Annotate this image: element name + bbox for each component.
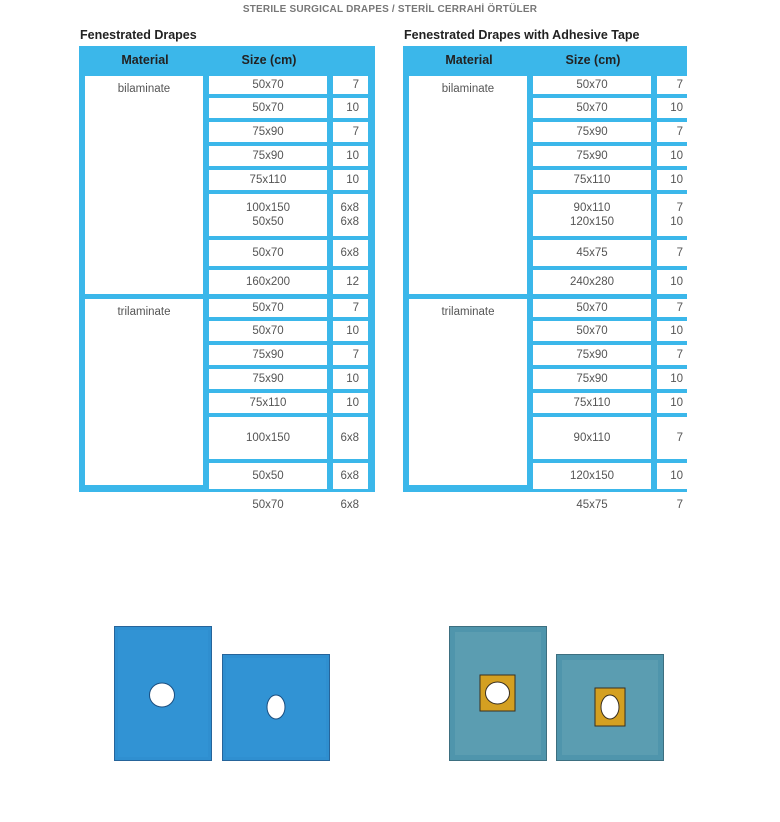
size-value: 160x200	[245, 276, 291, 288]
size-cell	[533, 321, 651, 341]
quantity-cell	[333, 393, 368, 413]
table-fenestrated-drapes-adhesive	[403, 46, 687, 511]
size-value: 75x90	[252, 126, 284, 138]
size-cell	[533, 345, 651, 365]
quantity-value: 6x8	[340, 470, 359, 482]
size-cell	[209, 417, 327, 459]
size-value: 75x110	[573, 397, 611, 409]
size-value: 50x70	[252, 102, 284, 114]
size-cell	[209, 76, 327, 94]
quantity-cell	[657, 270, 692, 294]
size-cell	[209, 345, 327, 365]
quantity-cell	[333, 146, 368, 166]
quantity-value: 7	[352, 126, 359, 138]
quantity-cell	[333, 98, 368, 118]
quantity-value: 7	[676, 79, 683, 91]
quantity-cell	[657, 493, 692, 517]
quantity-value: 6x8	[340, 247, 359, 259]
quantity-cell	[333, 299, 368, 317]
quantity-cell	[657, 170, 692, 190]
quantity-value: 10	[670, 470, 683, 482]
size-cell	[533, 98, 651, 118]
page-header: STERILE SURGICAL DRAPES / STERİL CERRAHİ ÖRTÜLER	[242, 4, 538, 15]
size-value: 120x150	[569, 216, 615, 228]
size-value: 240x280	[569, 276, 615, 288]
quantity-value: 7	[676, 126, 683, 138]
size-cell	[209, 299, 327, 317]
quantity-cell	[333, 194, 368, 236]
size-cell	[533, 369, 651, 389]
quantity-value: 10	[670, 150, 683, 162]
material-cell: trilaminate	[85, 299, 203, 485]
size-cell	[533, 194, 651, 236]
quantity-value: 10	[670, 216, 683, 228]
quantity-value: 7	[676, 247, 683, 259]
size-cell	[533, 122, 651, 142]
quantity-value: 10	[346, 150, 359, 162]
quantity-value: 6x8	[340, 499, 359, 511]
quantity-value: 7	[676, 432, 683, 444]
size-cell	[209, 122, 327, 142]
size-cell	[209, 493, 327, 517]
size-cell	[533, 270, 651, 294]
quantity-cell	[333, 240, 368, 266]
quantity-value: 10	[670, 373, 683, 385]
size-value: 75x90	[252, 373, 284, 385]
quantity-cell	[657, 122, 692, 142]
column-header-material: Material	[445, 53, 493, 67]
quantity-value: 10	[346, 174, 359, 186]
size-value: 120x150	[569, 470, 615, 482]
material-cell: trilaminate	[409, 299, 527, 485]
size-value: 75x90	[576, 349, 608, 361]
quantity-cell	[333, 463, 368, 489]
size-value: 90x110	[573, 202, 611, 214]
drape-small-oval-hole-image	[222, 654, 330, 761]
material-cell: bilaminate	[85, 76, 203, 294]
table-title-fenestrated: Fenestrated Drapes	[80, 28, 197, 42]
size-value: 75x90	[252, 150, 284, 162]
size-value: 100x150	[245, 202, 291, 214]
size-cell	[533, 146, 651, 166]
size-value: 75x90	[252, 349, 284, 361]
quantity-value: 7	[352, 302, 359, 314]
size-value: 50x70	[252, 247, 284, 259]
quantity-value: 10	[670, 276, 683, 288]
quantity-value: 6x8	[340, 216, 359, 228]
quantity-value: 6x8	[340, 202, 359, 214]
quantity-cell	[657, 98, 692, 118]
quantity-cell	[657, 299, 692, 317]
quantity-value: 10	[670, 102, 683, 114]
size-value: 75x110	[573, 174, 611, 186]
size-value: 75x90	[576, 373, 608, 385]
quantity-cell	[657, 321, 692, 341]
size-cell	[533, 170, 651, 190]
size-value: 50x50	[252, 216, 284, 228]
size-value: 50x70	[252, 302, 284, 314]
column-header-material: Material	[121, 53, 169, 67]
quantity-cell	[657, 146, 692, 166]
quantity-value: 7	[676, 349, 683, 361]
quantity-cell	[333, 493, 368, 517]
quantity-value: 7	[676, 302, 683, 314]
quantity-cell	[333, 270, 368, 294]
table-title-adhesive: Fenestrated Drapes with Adhesive Tape	[404, 28, 640, 42]
quantity-value: 6x8	[340, 432, 359, 444]
quantity-value: 12	[346, 276, 359, 288]
size-value: 75x110	[249, 397, 287, 409]
quantity-value: 10	[670, 325, 683, 337]
quantity-cell	[657, 417, 692, 459]
size-cell	[209, 146, 327, 166]
quantity-value: 10	[346, 397, 359, 409]
size-value: 75x110	[249, 174, 287, 186]
quantity-value: 10	[346, 373, 359, 385]
size-cell	[209, 270, 327, 294]
quantity-cell	[657, 369, 692, 389]
material-cell: bilaminate	[409, 76, 527, 294]
size-cell	[533, 76, 651, 94]
size-cell	[209, 393, 327, 413]
quantity-value: 7	[352, 349, 359, 361]
quantity-cell	[657, 345, 692, 365]
quantity-cell	[333, 345, 368, 365]
quantity-value: 7	[676, 202, 683, 214]
size-value: 75x90	[576, 126, 608, 138]
quantity-cell	[657, 194, 692, 236]
size-cell	[533, 393, 651, 413]
quantity-value: 7	[676, 499, 683, 511]
size-cell	[533, 240, 651, 266]
quantity-value: 10	[346, 102, 359, 114]
size-value: 100x150	[245, 432, 291, 444]
size-value: 50x70	[576, 325, 608, 337]
quantity-cell	[657, 393, 692, 413]
quantity-value: 10	[670, 397, 683, 409]
size-value: 50x50	[252, 470, 284, 482]
quantity-cell	[333, 417, 368, 459]
size-cell	[209, 240, 327, 266]
size-value: 90x110	[573, 432, 611, 444]
drape-adhesive-large-image	[449, 626, 547, 761]
size-cell	[533, 417, 651, 459]
quantity-cell	[657, 463, 692, 489]
size-cell	[209, 194, 327, 236]
size-cell	[533, 299, 651, 317]
drape-adhesive-small-image	[556, 654, 664, 761]
table-fenestrated-drapes	[79, 46, 375, 511]
quantity-cell	[333, 369, 368, 389]
size-value: 50x70	[252, 79, 284, 91]
quantity-cell	[657, 76, 692, 94]
quantity-cell	[333, 76, 368, 94]
size-cell	[209, 369, 327, 389]
size-value: 50x70	[576, 102, 608, 114]
quantity-cell	[333, 170, 368, 190]
size-cell	[209, 98, 327, 118]
size-value: 50x70	[576, 79, 608, 91]
size-value: 45x75	[576, 499, 608, 511]
size-value: 50x70	[576, 302, 608, 314]
size-cell	[533, 493, 651, 517]
size-value: 50x70	[252, 325, 284, 337]
drape-large-round-hole-image	[114, 626, 212, 761]
column-header-size: Size (cm)	[241, 53, 297, 67]
quantity-value: 7	[352, 79, 359, 91]
quantity-value: 10	[670, 174, 683, 186]
quantity-cell	[333, 122, 368, 142]
size-cell	[533, 463, 651, 489]
quantity-value: 10	[346, 325, 359, 337]
size-cell	[209, 321, 327, 341]
column-header-size: Size (cm)	[565, 53, 621, 67]
size-value: 45x75	[576, 247, 608, 259]
quantity-cell	[333, 321, 368, 341]
quantity-cell	[657, 240, 692, 266]
size-cell	[209, 170, 327, 190]
size-value: 75x90	[576, 150, 608, 162]
size-cell	[209, 463, 327, 489]
size-value: 50x70	[252, 499, 284, 511]
